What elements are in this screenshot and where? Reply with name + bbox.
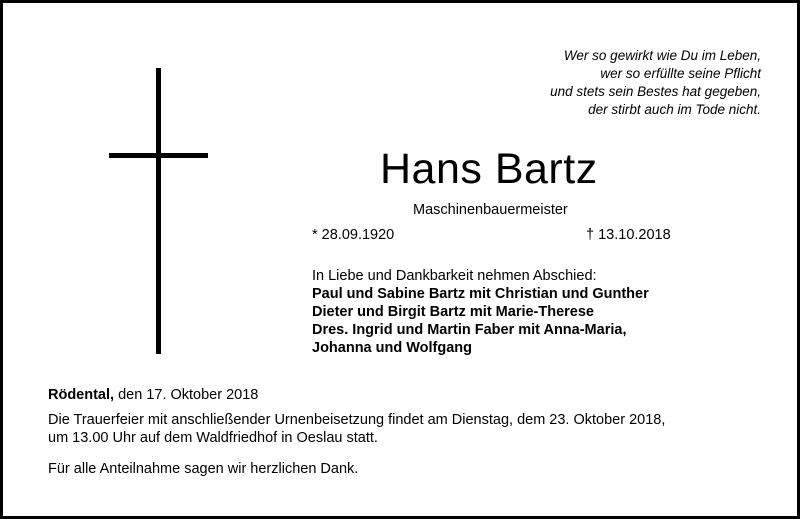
footer-block — [48, 386, 768, 478]
place: Rödental, — [48, 387, 115, 403]
poem-line: und stets sein Bestes hat gegeben, — [550, 84, 761, 99]
poem-line: der stirbt auch im Tode nicht. — [588, 102, 761, 117]
mourner-family: Johanna und Wolfgang — [312, 340, 473, 356]
ceremony-line: um 13.00 Uhr auf dem Waldfriedhof in Oeslau statt. — [48, 430, 378, 446]
birth-date: * 28.09.1920 — [312, 227, 395, 243]
death-date: † 13.10.2018 — [586, 227, 671, 243]
ceremony-info — [48, 411, 768, 447]
mourner-family: Dieter und Birgit Bartz mit Marie-Therese — [312, 304, 594, 320]
thanks-line: Für alle Anteilnahme sagen wir herzlichen Dank. — [48, 461, 359, 477]
ceremony-line: Die Trauerfeier mit anschließender Urnenbeisetzung findet am Dienstag, dem 23. Oktober 2018, — [48, 412, 666, 428]
memorial-poem — [550, 47, 761, 119]
poem-line: wer so erfüllte seine Pflicht — [600, 66, 761, 81]
mourner-family: Paul und Sabine Bartz mit Christian und Gunther — [312, 286, 649, 302]
mourners-intro: In Liebe und Dankbarkeit nehmen Abschied: — [312, 268, 597, 284]
mourners-block — [312, 267, 649, 357]
mourner-family: Dres. Ingrid und Martin Faber mit Anna-Maria, — [312, 322, 627, 338]
deceased-name: Hans Bartz — [380, 145, 598, 193]
deceased-profession: Maschinenbauermeister — [413, 202, 568, 218]
cross-horizontal-beam — [109, 153, 208, 158]
date: den 17. Oktober 2018 — [114, 387, 259, 403]
place-date-line — [48, 386, 768, 404]
cross-vertical-beam — [156, 68, 161, 354]
poem-line: Wer so gewirkt wie Du im Leben, — [563, 48, 761, 63]
